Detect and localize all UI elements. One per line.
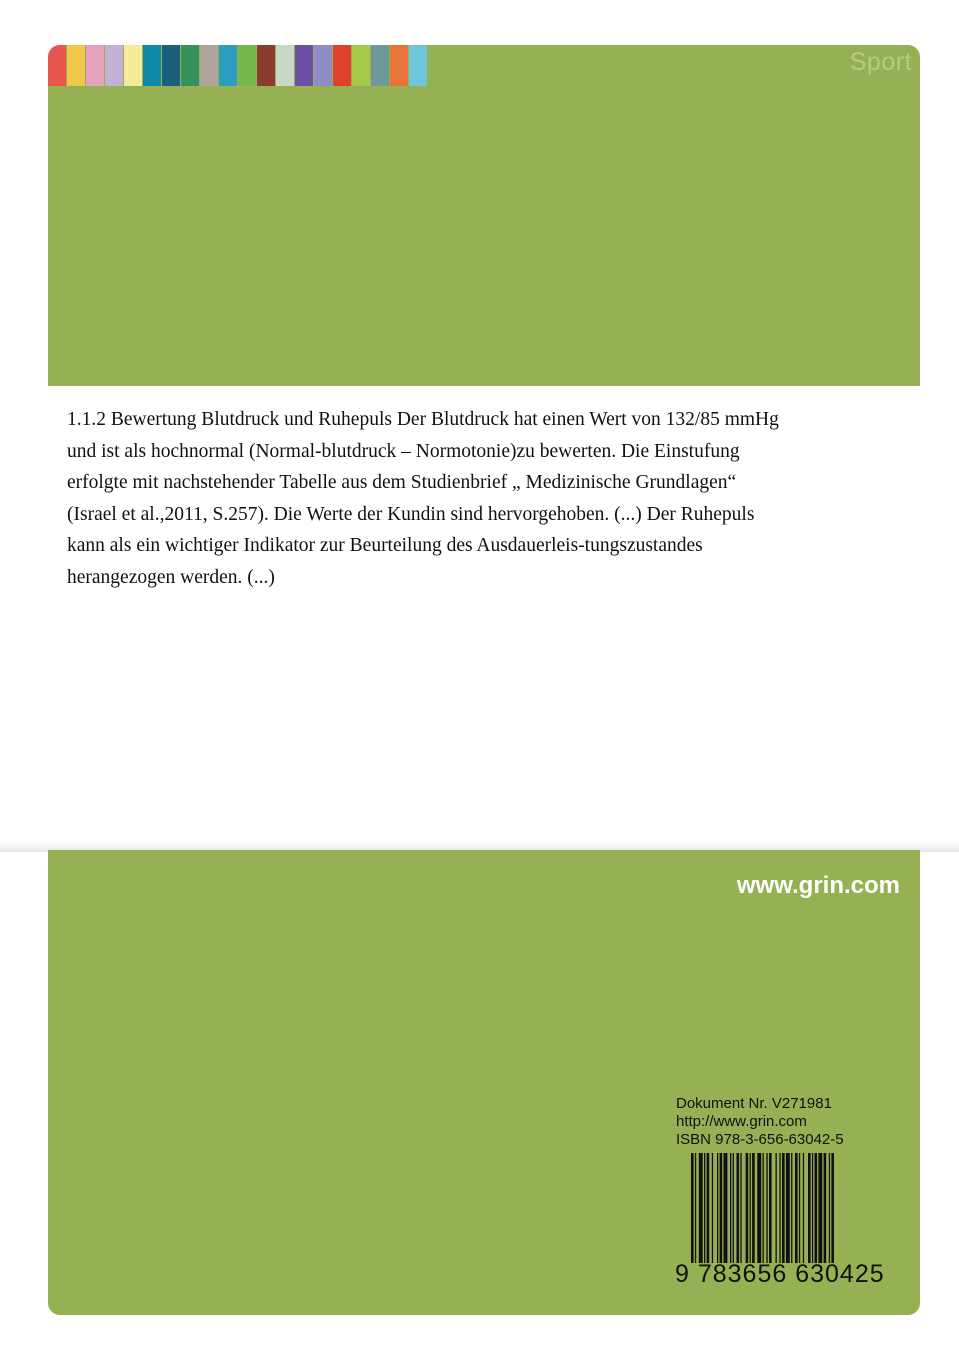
color-stripe xyxy=(390,45,408,86)
color-stripe xyxy=(200,45,218,86)
publisher-website: www.grin.com xyxy=(736,872,900,899)
doc-number: Dokument Nr. V271981 xyxy=(676,1095,832,1112)
color-stripe xyxy=(314,45,332,86)
cover-bottom-panel xyxy=(48,850,920,1315)
color-stripe xyxy=(238,45,256,86)
document-info xyxy=(676,1095,844,1149)
color-stripe xyxy=(162,45,180,86)
color-stripe xyxy=(333,45,351,86)
color-stripe xyxy=(352,45,370,86)
color-stripe xyxy=(295,45,313,86)
barcode-digits: 9 783656 630425 xyxy=(675,1260,885,1288)
color-stripe xyxy=(67,45,85,86)
color-stripe xyxy=(48,45,66,86)
doc-url: http://www.grin.com xyxy=(676,1113,807,1130)
color-stripe xyxy=(219,45,237,86)
category-label: Sport xyxy=(849,48,912,76)
color-stripe xyxy=(86,45,104,86)
color-stripe xyxy=(143,45,161,86)
color-stripe xyxy=(124,45,142,86)
isbn: ISBN 978-3-656-63042-5 xyxy=(676,1131,844,1148)
color-stripe xyxy=(276,45,294,86)
blurb-text: 1.1.2 Bewertung Blutdruck und Ruhepuls Der Blutdruck hat einen Wert von 132/85 mmHg und ist als hochnormal (Normal-blutdruck – Normotonie)zu bewerten. Die Einstufung erfolgte mit nachstehender Tabelle aus dem Studienbrief „ Medizinische Grundlagen“ (Israel et al.,2011, S.257). Die Werte der Kundin sind hervorgehoben. (...) Der Ruhepuls kann als ein wichtiger Indikator zur Beurteilung des Ausdauerleis-tungszustandes herangezogen werden. (...) xyxy=(67,409,779,588)
color-stripe xyxy=(409,45,427,86)
color-stripe xyxy=(257,45,275,86)
color-stripe xyxy=(181,45,199,86)
cover-top-panel xyxy=(48,45,920,386)
color-stripe xyxy=(105,45,123,86)
color-stripe xyxy=(371,45,389,86)
color-stripes xyxy=(48,45,428,86)
